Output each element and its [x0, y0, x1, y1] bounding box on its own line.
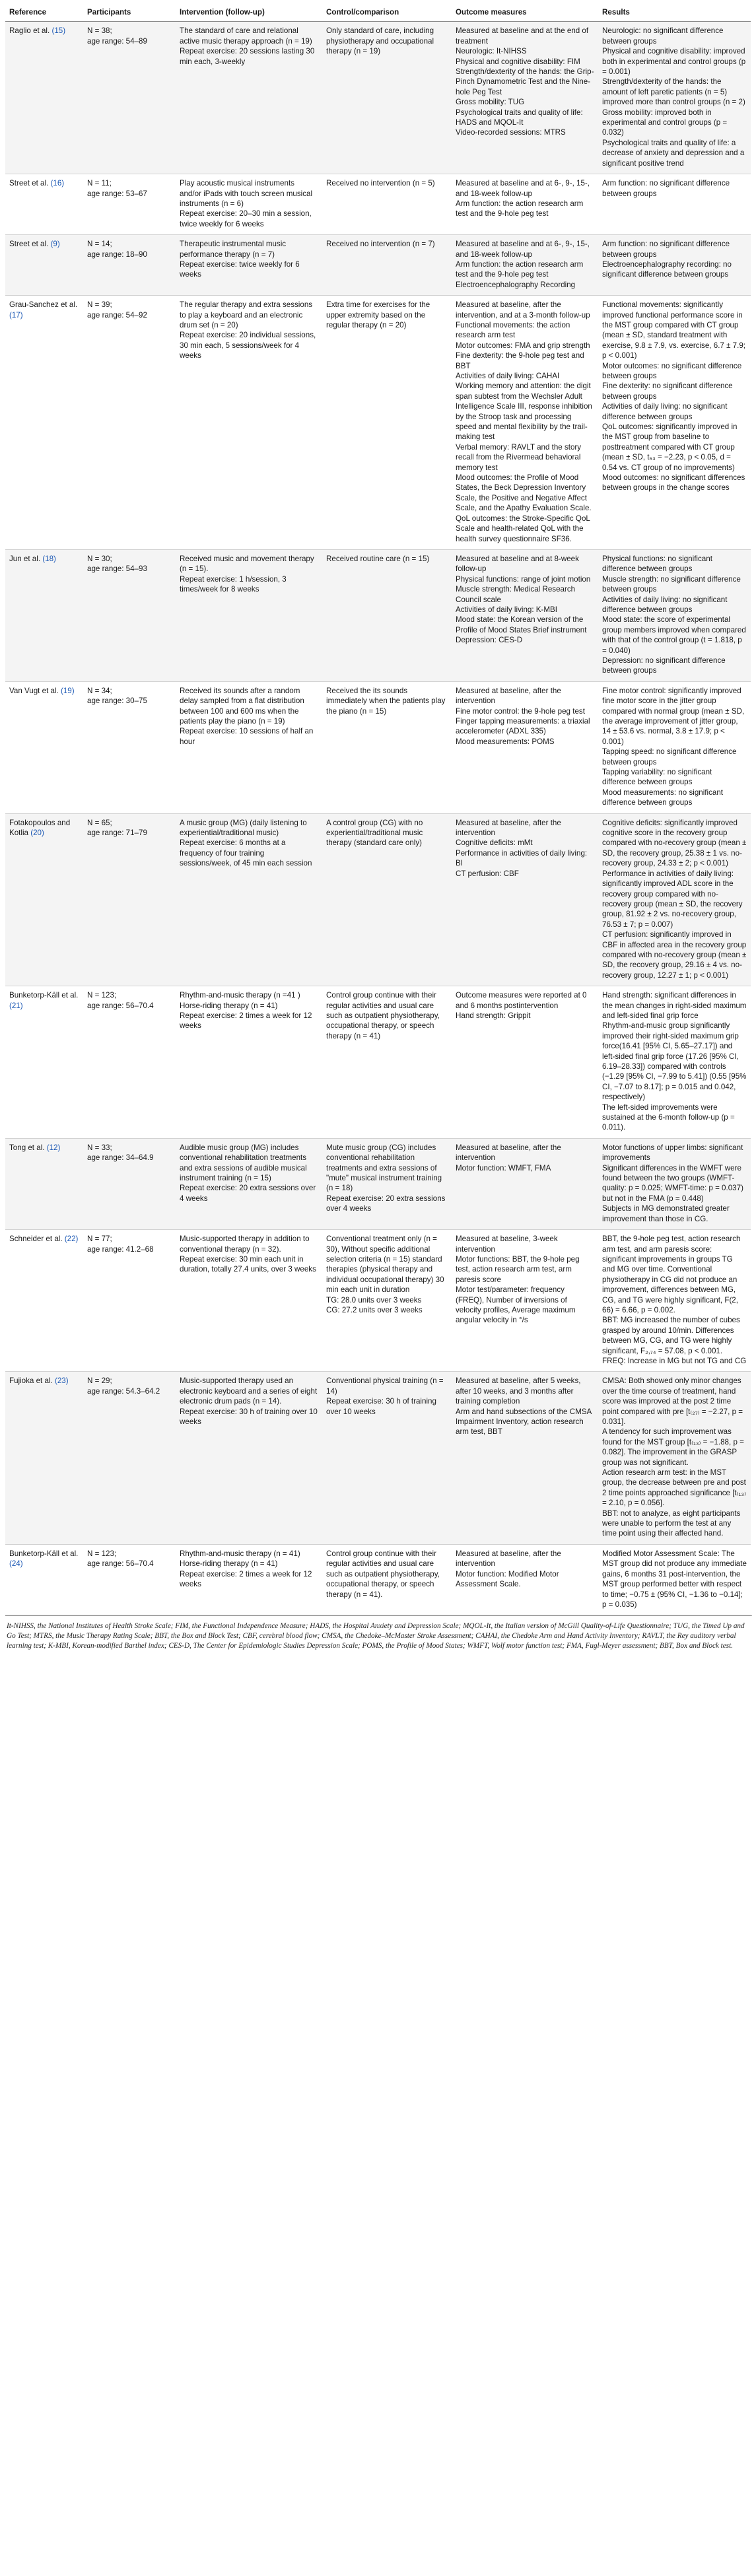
table-row	[5, 549, 751, 681]
cell-intervention-line: Repeat exercise: 10 sessions of half an hour	[180, 727, 314, 746]
cell-results	[598, 235, 751, 296]
cell-outcome-measures-line: Physical and cognitive disability: FIM	[456, 57, 580, 66]
cell-intervention-line: Repeat exercise: 20–30 min a session, twice weekly for 6 weeks	[180, 209, 312, 228]
cell-results-line: FREQ: Increase in MG but not TG and CG	[602, 1356, 747, 1365]
cell-intervention-line: Horse-riding therapy (n = 41)	[180, 1559, 278, 1569]
cell-outcome-measures-line: Measured at baseline, 3-week intervention	[456, 1235, 558, 1254]
cell-control-line: Received the its sounds immediately when the patients play the piano (n = 15)	[326, 686, 446, 716]
cell-results-line: Psychological traits and quality of life: a decrease of anxiety and depression and a significant positive trend	[602, 138, 745, 168]
cell-results	[598, 1230, 751, 1372]
cell-control-line: Mute music group (CG) includes conventional rehabilitation treatments and extra sessions of "mute" musical instrument training (n = 18)	[326, 1143, 442, 1193]
cell-control-line: Received no intervention (n = 7)	[326, 240, 435, 249]
table-row	[5, 22, 751, 174]
cell-intervention-line: Music-supported therapy in addition to conventional therapy (n = 32).	[180, 1235, 310, 1254]
cell-results-line: BBT, the 9-hole peg test, action research arm test, and arm paresis score: significant improvements in groups TG and MG over time. Conventional physiotherapy in CG did not produce an improvement, differences between MG, CG, and TG were highly significant, F(2, 66) = 6.66, p = 0.002.	[602, 1235, 741, 1314]
cell-reference	[5, 1138, 83, 1229]
cell-intervention	[176, 1230, 322, 1372]
reference-author: Jun et al.	[9, 554, 41, 563]
cell-participants-line: N = 38;	[87, 26, 112, 36]
cell-outcome-measures-line: Cognitive deficits: mMt	[456, 838, 533, 848]
cell-outcome-measures	[452, 1138, 598, 1229]
cell-participants	[83, 986, 176, 1139]
cell-results	[598, 174, 751, 235]
cell-intervention-line: Repeat exercise: 20 individual sessions, 30 min each, 5 sessions/week for 4 weeks	[180, 331, 316, 360]
cell-outcome-measures-line: Activities of daily living: CAHAI	[456, 372, 560, 380]
reference-author: Tong et al.	[9, 1143, 45, 1152]
cell-results	[598, 681, 751, 813]
cell-participants-line: age range: 18–90	[87, 250, 147, 259]
cell-intervention-line: Repeat exercise: 2 times a week for 12 weeks	[180, 1569, 312, 1589]
cell-results-line: Fine motor control: significantly improved fine motor score in the jitter group compared with normal group (mean ± SD, the average improvement of jitter group, 14 ± 53.6 vs. normal, 3.8 ± 17.9; p < 0.001)	[602, 686, 745, 746]
cell-results-line: Physical functions: no significant difference between groups	[602, 554, 712, 574]
cell-outcome-measures-line: Motor function: WMFT, FMA	[456, 1163, 551, 1172]
table-row	[5, 235, 751, 296]
cell-outcome-measures-line: Muscle strength: Medical Research Council scale	[456, 585, 576, 604]
reference-citation-link[interactable]: (16)	[50, 179, 65, 188]
table-header	[5, 4, 751, 22]
cell-participants	[83, 681, 176, 813]
cell-control-line: Repeat exercise: 30 h of training over 10 weeks	[326, 1397, 436, 1416]
cell-results-line: Rhythm-and-music group significantly improved their right-sided maximum grip force(16.41 [95% CI, 5.65–27.17]) and left-sided final grip force (17.26 [95% CI, 6.19–28.33]) compared with controls (−1.29 [95% CI, −7.99 to 5.41]) (0.55 [95% CI, −7.07 to 8.17]; p = 0.015 and 0.042, respectively)	[602, 1021, 747, 1102]
cell-reference	[5, 986, 83, 1139]
cell-results-line: Motor outcomes: no significant difference between groups	[602, 361, 742, 380]
cell-intervention-line: Received its sounds after a random delay sampled from a flat distribution between 100 and 600 ms when the patients play the piano (n = 19)	[180, 686, 304, 726]
cell-outcome-measures-line: Strength/dexterity of the hands: the Grip-Pinch Dynamometric Test and the Nine-hole Peg Test	[456, 67, 594, 96]
cell-results-line: A tendency for such improvement was found for the MST group [t₍₁₃₎ = −1.88, p = 0.082]. The improvement in the GRASP group was not significant.	[602, 1427, 744, 1467]
reference-author: Fujioka et al.	[9, 1376, 53, 1386]
cell-outcome-measures-line: Arm function: the action research arm test and the 9-hole peg test	[456, 199, 584, 219]
cell-participants-line: age range: 30–75	[87, 696, 147, 706]
cell-control-line: Conventional physical training (n = 14)	[326, 1376, 444, 1396]
cell-intervention-line: Repeat exercise: 20 extra sessions over 4 weeks	[180, 1184, 316, 1203]
cell-results-line: Activities of daily living: no significant difference between groups	[602, 595, 728, 614]
cell-results	[598, 986, 751, 1139]
cell-control	[322, 1372, 452, 1545]
cell-control	[322, 986, 452, 1139]
reference-author: Street et al.	[9, 179, 49, 188]
cell-participants-line: age range: 54–93	[87, 564, 147, 574]
cell-participants-line: age range: 54–89	[87, 36, 147, 46]
cell-participants-line: N = 77;	[87, 1235, 112, 1244]
cell-outcome-measures-line: Measured at baseline, after the intervention	[456, 1143, 561, 1163]
cell-outcome-measures	[452, 986, 598, 1139]
header-participants: Participants	[83, 4, 176, 22]
cell-reference	[5, 174, 83, 235]
cell-outcome-measures-line: Functional movements: the action research arm test	[456, 320, 570, 340]
cell-participants	[83, 813, 176, 986]
cell-participants-line: age range: 54.3–64.2	[87, 1386, 160, 1396]
cell-reference	[5, 681, 83, 813]
cell-control	[322, 681, 452, 813]
cell-control	[322, 1230, 452, 1372]
cell-outcome-measures-line: Measured at baseline, after the intervention	[456, 818, 561, 838]
cell-control-line: Control group continue with their regular activities and usual care such as outpatient physiotherapy, occupational therapy, or speech therapy (n = 41)	[326, 991, 440, 1040]
reference-citation-link[interactable]: (15)	[52, 26, 66, 36]
cell-participants-line: N = 65;	[87, 818, 112, 827]
cell-outcome-measures-line: Measured at baseline and at the end of treatment	[456, 26, 589, 46]
cell-results	[598, 1138, 751, 1229]
cell-results-line: Functional movements: significantly improved functional performance score in the MST group compared with CT group (mean ± SD, standard treatment with exercise, 9.8 ± 7.9, vs. exercise, 6.7 ± 7.9; p < 0.001)	[602, 300, 746, 360]
cell-reference	[5, 22, 83, 174]
cell-participants	[83, 174, 176, 235]
table-row	[5, 174, 751, 235]
cell-participants-line: age range: 54–92	[87, 310, 147, 320]
cell-control-line: CG: 27.2 units over 3 weeks	[326, 1305, 423, 1314]
cell-results	[598, 813, 751, 986]
cell-participants	[83, 1138, 176, 1229]
cell-results-line: Mood outcomes: no significant differences between groups in the change scores	[602, 473, 745, 492]
cell-participants-line: N = 29;	[87, 1376, 112, 1386]
cell-participants-line: age range: 56–70.4	[87, 1559, 154, 1569]
cell-participants	[83, 235, 176, 296]
cell-intervention-line: Repeat exercise: 20 sessions lasting 30 min each, 3-weekly	[180, 47, 315, 66]
cell-control	[322, 1138, 452, 1229]
reference-author: Van Vugt et al.	[9, 686, 59, 695]
cell-reference	[5, 813, 83, 986]
cell-intervention	[176, 1138, 322, 1229]
header-control: Control/comparison	[322, 4, 452, 22]
cell-participants	[83, 1230, 176, 1372]
cell-outcome-measures-line: Mood outcomes: the Profile of Mood States, the Beck Depression Inventory Scale, the Positive and Negative Affect Scale, and the Apathy Evaluation Scale.	[456, 473, 592, 513]
cell-results-line: Gross mobility: improved both in experimental and control groups (p = 0.032)	[602, 108, 728, 137]
cell-reference	[5, 1544, 83, 1615]
cell-participants-line: N = 34;	[87, 686, 112, 695]
cell-intervention-line: Music-supported therapy used an electronic keyboard and a series of eight electronic drum pads (n = 14).	[180, 1376, 318, 1406]
reference-citation-link[interactable]: (24)	[9, 1559, 23, 1569]
cell-outcome-measures-line: Motor function: Modified Motor Assessment Scale.	[456, 1569, 559, 1589]
cell-control-line: TG: 28.0 units over 3 weeks	[326, 1295, 422, 1305]
cell-outcome-measures-line: Finger tapping measurements: a triaxial accelerometer (ADXL 335)	[456, 717, 590, 736]
cell-control-line: Received routine care (n = 15)	[326, 554, 430, 563]
cell-intervention-line: Repeat exercise: 30 min each unit in duration, totally 27.4 units, over 3 weeks	[180, 1254, 316, 1274]
cell-results-line: Mood measurements: no significant difference between groups	[602, 788, 724, 807]
table-row	[5, 1230, 751, 1372]
table-row	[5, 1138, 751, 1229]
reference-citation-link[interactable]: (17)	[9, 310, 23, 320]
cell-participants	[83, 296, 176, 550]
cell-outcome-measures	[452, 1544, 598, 1615]
cell-results-line: Action research arm test: in the MST group, the decrease between pre and post 2 time points approached significance [t₍₁₃₎ = 2.10, p = 0.056].	[602, 1468, 746, 1508]
table-row	[5, 681, 751, 813]
cell-outcome-measures	[452, 681, 598, 813]
header-results: Results	[598, 4, 751, 22]
cell-control-line: Received no intervention (n = 5)	[326, 179, 435, 188]
cell-intervention	[176, 296, 322, 550]
cell-control-line: Conventional treatment only (n = 30), Without specific additional selection criteria (n = 15) standard therapies (physical therapy and individual occupational therapy) 30 min each unit in duration	[326, 1235, 444, 1295]
reference-citation-link[interactable]: (23)	[54, 1376, 69, 1386]
cell-results	[598, 22, 751, 174]
cell-results-line: The left-sided improvements were sustained at the 6-month follow-up (p = 0.011).	[602, 1102, 735, 1132]
cell-results-line: Activities of daily living: no significant difference between groups	[602, 402, 728, 421]
cell-participants-line: age range: 41.2–68	[87, 1244, 154, 1254]
cell-outcome-measures-line: Measured at baseline and at 6-, 9-, 15-, and 18-week follow-up	[456, 240, 590, 259]
cell-results-line: Electroencephalography recording: no significant difference between groups	[602, 259, 732, 279]
reference-author: Raglio et al.	[9, 26, 50, 36]
cell-outcome-measures-line: Motor test/parameter: frequency (FREQ), Number of inversions of velocity profiles, Average maximum angular velocity in °/s	[456, 1285, 576, 1325]
cell-participants	[83, 549, 176, 681]
cell-intervention-line: Horse-riding therapy (n = 41)	[180, 1001, 278, 1010]
cell-control	[322, 1544, 452, 1615]
cell-results-line: Neurologic: no significant difference between groups	[602, 26, 724, 46]
cell-control-line: Extra time for exercises for the upper extremity based on the regular therapy (n = 20)	[326, 300, 430, 329]
cell-intervention-line: Repeat exercise: twice weekly for 6 weeks	[180, 259, 300, 279]
cell-participants-line: N = 39;	[87, 300, 112, 310]
cell-intervention-line: Play acoustic musical instruments and/or iPads with touch screen musical instruments (n = 6)	[180, 179, 313, 208]
cell-outcome-measures-line: Measured at baseline, after the intervention, and at a 3-month follow-up	[456, 300, 590, 320]
cell-intervention	[176, 1544, 322, 1615]
table-footnote: It-NIHSS, the National Institutes of Health Stroke Scale; FIM, the Functional Independence Measure; HADS, the Hospital Anxiety and Depression Scale; MQOL-It, the Italian version of McGill Quality-of-Life Questionnaire; TUG, the Timed Up and Go Test; MTRS, the Music Therapy Rating Scale; BBT, the Box and Block Test; CBF, cerebral blood flow; CMSA, the Chedoke–McMaster Stroke Assessment; CAHAI, the Chedoke Arm and Hand Activity Inventory; RAVLT, the Rey auditory verbal learning test; K-MBI, Korean-modified Barthel index; CES-D, The Center for Epidemiologic Studies Depression Scale; POMS, the Profile of Mood States; WMFT, Wolf motor function test; FMA, Fugl-Meyer assessment; BBT, Box and Block test.	[5, 1615, 752, 1650]
header-row	[5, 4, 751, 22]
cell-outcome-measures-line: Measured at baseline, after the intervention	[456, 686, 561, 706]
cell-control	[322, 813, 452, 986]
header-outcome-measures: Outcome measures	[452, 4, 598, 22]
table-row	[5, 813, 751, 986]
cell-results-line: Depression: no significant difference between groups	[602, 656, 726, 675]
cell-participants	[83, 1372, 176, 1545]
cell-control	[322, 174, 452, 235]
cell-outcome-measures-line: Depression: CES-D	[456, 636, 523, 645]
cell-intervention	[176, 813, 322, 986]
header-intervention: Intervention (follow-up)	[176, 4, 322, 22]
cell-outcome-measures	[452, 1230, 598, 1372]
cell-intervention-line: Repeat exercise: 2 times a week for 12 weeks	[180, 1011, 312, 1031]
cell-results-line: Tapping variability: no significant difference between groups	[602, 768, 712, 787]
cell-intervention	[176, 22, 322, 174]
cell-outcome-measures-line: Measured at baseline, after 5 weeks, after 10 weeks, and 3 months after training completion	[456, 1376, 581, 1406]
cell-reference	[5, 296, 83, 550]
cell-results-line: QoL outcomes: significantly improved in the MST group from baseline to posttreatment compared with CT group (mean ± SD, t₅₃ = −2.23, p < 0.05, d = 0.54 vs. CT group of no improvements)	[602, 423, 738, 472]
cell-intervention-line: The standard of care and relational active music therapy approach (n = 19)	[180, 26, 312, 46]
cell-outcome-measures-line: CT perfusion: CBF	[456, 869, 519, 878]
cell-outcome-measures-line: Video-recorded sessions: MTRS	[456, 128, 566, 137]
cell-control-line: A control group (CG) with no experiential/traditional music therapy (standard care only)	[326, 818, 423, 848]
cell-control	[322, 549, 452, 681]
cell-outcome-measures-line: Measured at baseline and at 6-, 9-, 15-, and 18-week follow-up	[456, 179, 590, 198]
cell-reference	[5, 1230, 83, 1372]
cell-intervention-line: Therapeutic instrumental music performance therapy (n = 7)	[180, 240, 287, 259]
cell-control	[322, 235, 452, 296]
cell-control-line: Only standard of care, including physiotherapy and occupational therapy (n = 19)	[326, 26, 434, 56]
cell-outcome-measures	[452, 235, 598, 296]
reference-citation-link[interactable]: (21)	[9, 1001, 23, 1010]
cell-outcome-measures-line: Motor outcomes: FMA and grip strength	[456, 341, 590, 350]
cell-outcome-measures-line: Measured at baseline, after the intervention	[456, 1549, 561, 1569]
cell-outcome-measures-line: Activities of daily living: K-MBI	[456, 605, 557, 614]
cell-control	[322, 22, 452, 174]
cell-participants	[83, 1544, 176, 1615]
cell-results-line: Muscle strength: no significant difference between groups	[602, 574, 741, 594]
cell-participants	[83, 22, 176, 174]
reference-citation-link[interactable]: (20)	[30, 829, 44, 838]
cell-participants-line: age range: 53–67	[87, 189, 147, 198]
cell-outcome-measures-line: Fine motor control: the 9-hole peg test	[456, 706, 585, 716]
cell-participants-line: age range: 56–70.4	[87, 1001, 154, 1010]
cell-outcome-measures-line: Psychological traits and quality of life: HADS and MQOL-It	[456, 108, 583, 127]
reference-author: Schneider et al.	[9, 1235, 63, 1244]
cell-participants-line: N = 11;	[87, 179, 112, 188]
cell-outcome-measures-line: Verbal memory: RAVLT and the story recall from the Rivermead behavioral memory test	[456, 442, 582, 472]
cell-outcome-measures-line: Gross mobility: TUG	[456, 98, 525, 107]
cell-results-line: Motor functions of upper limbs: significant improvements	[602, 1143, 743, 1163]
cell-intervention-line: A music group (MG) (daily listening to experiential/traditional music)	[180, 818, 307, 838]
cell-control	[322, 296, 452, 550]
table-body	[5, 22, 751, 1615]
cell-intervention-line: Rhythm-and-music therapy (n = 41)	[180, 1549, 300, 1558]
cell-intervention-line: Received music and movement therapy (n = 15).	[180, 554, 314, 574]
reference-author: Grau-Sanchez et al.	[9, 300, 78, 310]
cell-results-line: BBT: MG increased the number of cubes grasped by around 10/min. Differences between MG, CG, and TG were highly significant, F₂,₇₄ = 57.08, p < 0.001.	[602, 1316, 740, 1355]
cell-outcome-measures-line: QoL outcomes: the Stroke-Specific QoL Scale and health-related QoL with the health survey questionnaire SF36.	[456, 514, 590, 543]
studies-table	[5, 4, 751, 1615]
cell-intervention-line: Repeat exercise: 30 h of training over 10 weeks	[180, 1407, 318, 1426]
cell-results-line: Significant differences in the WMFT were found between the two groups (WMFT-quality: p = 0.025; WMFT-time: p = 0.037) but not in the FMA (p = 0.448)	[602, 1163, 743, 1203]
cell-intervention-line: Rhythm-and-music therapy (n =41 )	[180, 991, 300, 1000]
reference-citation-link[interactable]: (9)	[50, 240, 60, 249]
cell-results-line: Hand strength: significant differences in the mean changes in right-sided maximum and left-sided final grip force	[602, 991, 747, 1020]
cell-outcome-measures	[452, 813, 598, 986]
cell-intervention	[176, 174, 322, 235]
cell-participants-line: N = 30;	[87, 554, 112, 563]
cell-control-line: Repeat exercise: 20 extra sessions over 4 weeks	[326, 1194, 446, 1213]
cell-intervention-line: Repeat exercise: 6 months at a frequency of four training sessions/week, of 45 min each session	[180, 838, 312, 868]
cell-outcome-measures	[452, 296, 598, 550]
cell-reference	[5, 1372, 83, 1545]
table-row	[5, 986, 751, 1139]
cell-outcome-measures-line: Fine dexterity: the 9-hole peg test and BBT	[456, 351, 584, 370]
cell-outcome-measures-line: Outcome measures were reported at 0 and 6 months postintervention	[456, 991, 587, 1010]
cell-intervention-line: The regular therapy and extra sessions to play a keyboard and an electronic drum set (n = 20)	[180, 300, 313, 329]
cell-intervention	[176, 235, 322, 296]
cell-intervention-line: Repeat exercise: 1 h/session, 3 times/week for 8 weeks	[180, 574, 287, 594]
cell-intervention	[176, 681, 322, 813]
cell-results-line: Mood state: the score of experimental group members improved when compared with that of the control group (t = 1.818, p = 0.040)	[602, 615, 746, 655]
cell-results-line: Arm function: no significant difference between groups	[602, 240, 730, 259]
cell-intervention	[176, 986, 322, 1139]
cell-outcome-measures-line: Arm function: the action research arm test and the 9-hole peg test	[456, 259, 584, 279]
cell-participants-line: age range: 34–64.9	[87, 1153, 154, 1163]
cell-control-line: Control group continue with their regular activities and usual care such as outpatient physiotherapy, occupational therapy, or speech therapy (n = 41).	[326, 1549, 440, 1599]
cell-participants-line: N = 33;	[87, 1143, 112, 1152]
cell-intervention	[176, 1372, 322, 1545]
cell-outcome-measures-line: Physical functions: range of joint motion	[456, 574, 591, 584]
reference-author: Fotakopoulos and Kotlia	[9, 818, 71, 838]
cell-outcome-measures-line: Hand strength: Grippit	[456, 1011, 531, 1020]
table-row	[5, 1544, 751, 1615]
cell-intervention-line: Audible music group (MG) includes conventional rehabilitation treatments and extra sessions of audible musical instrument training (n = 15)	[180, 1143, 307, 1183]
cell-participants-line: N = 123;	[87, 1549, 117, 1558]
cell-results-line: CMSA: Both showed only minor changes over the time course of treatment, hand score was improved at the post 2 time point compared with pre [t₍₂₇₎ = −2.27, p = 0.031].	[602, 1376, 743, 1426]
cell-outcome-measures-line: Mood state: the Korean version of the Profile of Mood States Brief instrument	[456, 615, 587, 634]
cell-results-line: Cognitive deficits: significantly improved cognitive score in the recovery group compared with no-recovery group (mean ± SD, the recovery group, 25.38 ± 1 vs. no-recovery group, 24.33 ± 2; p < 0.001)	[602, 818, 747, 868]
header-reference: Reference	[5, 4, 83, 22]
reference-citation-link[interactable]: (22)	[64, 1235, 79, 1244]
cell-outcome-measures-line: Working memory and attention: the digit span subtest from the Wechsler Adult Intelligence Scale III, response inhibition by the Stroop task and processing speed and mental flexibility by the trail-making test	[456, 382, 592, 442]
cell-results-line: Performance in activities of daily living: significantly improved ADL score in the recovery group compared with no-recovery group (mean ± SD, the recovery group, 81.92 ± 2 vs. no-recovery group, 76.53 ± 7; p = 0.007)	[602, 869, 743, 929]
cell-outcome-measures-line: Measured at baseline and at 8-week follow-up	[456, 554, 579, 574]
reference-author: Bunketorp-Käll et al.	[9, 1549, 79, 1558]
cell-outcome-measures-line: Neurologic: It-NIHSS	[456, 47, 527, 56]
cell-results-line: Arm function: no significant difference between groups	[602, 179, 730, 198]
table-row	[5, 1372, 751, 1545]
reference-citation-link[interactable]: (12)	[46, 1143, 61, 1152]
cell-outcome-measures	[452, 22, 598, 174]
cell-results-line: BBT: not to analyze, as eight participants were unable to perform the test at any time point using their affected hand.	[602, 1508, 741, 1538]
cell-reference	[5, 235, 83, 296]
reference-citation-link[interactable]: (18)	[42, 554, 56, 563]
cell-results-line: CT perfusion: significantly improved in CBF in affected area in the recovery group compared with no-recovery group (mean ± SD, the recovery group, 29.16 ± 4 vs. no-recovery group, 12.27 ± 1; p < 0.001)	[602, 930, 747, 980]
cell-results-line: Modified Motor Assessment Scale: The MST group did not produce any immediate gains, 6 months 31 post-intervention, the MST group performed better with respect to time; −0.75 ± (95% CI, −1.36 to −0.14]; p = 0.035)	[602, 1549, 747, 1609]
reference-citation-link[interactable]: (19)	[61, 686, 75, 695]
cell-outcome-measures-line: Arm and hand subsections of the CMSA Impairment Inventory, action research arm test, BBT	[456, 1407, 592, 1437]
cell-results	[598, 1544, 751, 1615]
cell-outcome-measures-line: Mood measurements: POMS	[456, 737, 555, 746]
cell-results	[598, 296, 751, 550]
cell-reference	[5, 549, 83, 681]
cell-participants-line: N = 123;	[87, 991, 117, 1000]
reference-author: Street et al.	[9, 240, 49, 249]
cell-results-line: Subjects in MG demonstrated greater improvement than those in CG.	[602, 1204, 730, 1223]
cell-outcome-measures-line: Motor functions: BBT, the 9-hole peg test, action research arm test, arm paresis score	[456, 1254, 580, 1284]
cell-results-line: Strength/dexterity of the hands: the amount of left paretic patients (n = 5) improved more than control groups (n = 2)	[602, 77, 745, 107]
cell-outcome-measures	[452, 549, 598, 681]
cell-outcome-measures	[452, 174, 598, 235]
cell-results-line: Physical and cognitive disability: improved both in experimental and control groups (p = 0.001)	[602, 47, 746, 77]
reference-author: Bunketorp-Käll et al.	[9, 991, 79, 1000]
cell-participants-line: N = 14;	[87, 240, 112, 249]
cell-intervention	[176, 549, 322, 681]
cell-results	[598, 1372, 751, 1545]
cell-results-line: Fine dexterity: no significant difference between groups	[602, 382, 733, 401]
table-row	[5, 296, 751, 550]
cell-results-line: Tapping speed: no significant difference between groups	[602, 747, 737, 766]
cell-outcome-measures	[452, 1372, 598, 1545]
cell-outcome-measures-line: Electroencephalography Recording	[456, 280, 576, 289]
cell-outcome-measures-line: Performance in activities of daily living: BI	[456, 848, 588, 868]
cell-results	[598, 549, 751, 681]
cell-participants-line: age range: 71–79	[87, 829, 147, 838]
